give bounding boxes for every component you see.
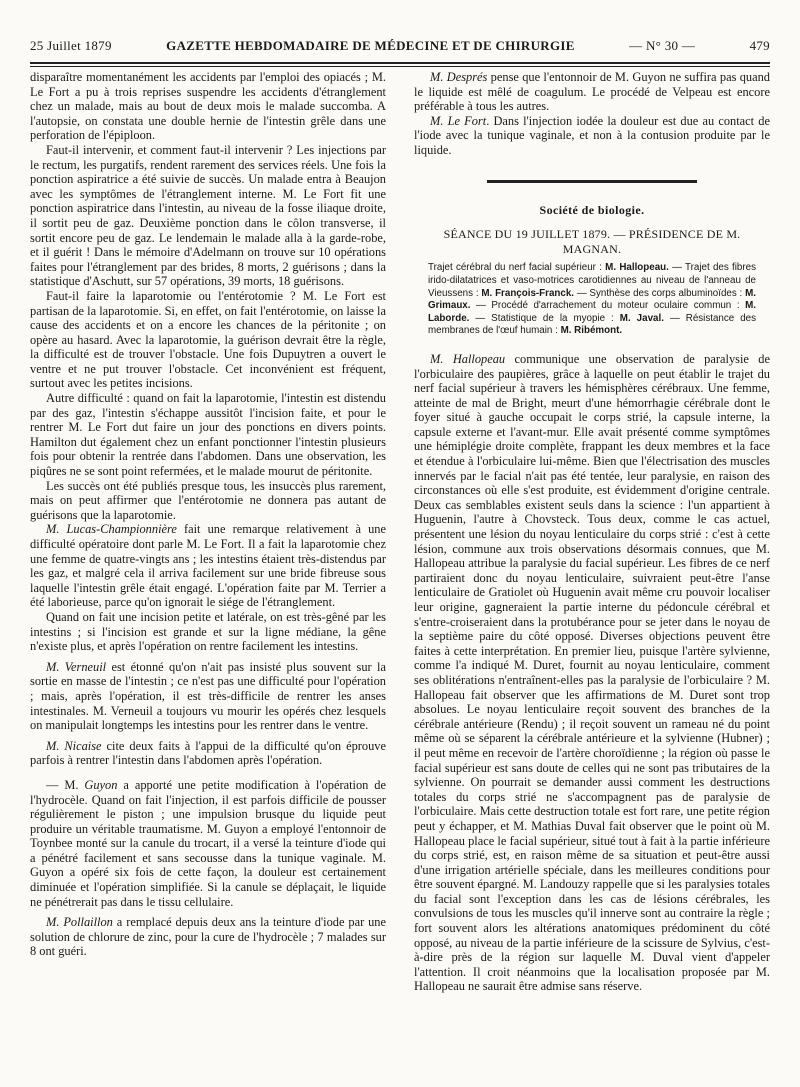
paragraph-text: pense que l'entonnoir de M. Guyon ne suffira pas quand le liquide est mêlé de coagulum. Le procédé de Velpeau est encore préférable à tous les autres. [414, 70, 770, 114]
section-title: Société de biologie. [539, 202, 645, 217]
session-line: SÉANCE DU 19 JUILLET 1879. — PRÉSIDENCE DE M. MAGNAN. [443, 227, 741, 256]
paragraph-text: est étonné qu'on n'ait pas insisté plus souvent sur la sortie en masse de l'intestin ; ce n'est pas une difficulté pour l'opération ; mais, après l'opération, il est très-difficile de rentrer les anses intestinales. M. Verneuil a toujours vu mourir les opérés chez lesquels on manipulait longtemps les intestins pour les rentrer dans le ventre. [30, 659, 386, 733]
summary-topic: — Procédé d'arrachement du moteur oculaire commun : [470, 300, 746, 312]
speaker-name: M. Nicaise [46, 738, 102, 753]
paragraph-text: . Dans l'injection iodée la douleur est due au contact de l'iode avec la tunique vaginale, et non à la contusion produite par le liquide. [414, 113, 770, 157]
right-column [414, 70, 770, 994]
paragraph: Quand on fait une incision petite et latérale, on est très-gêné par les intestins ; si l'incision est grande et sur la ligne médiane, la gêne n'existe plus, et après l'opération on rentre facilement les intestins. [30, 609, 386, 654]
header-rule-thin [30, 66, 770, 67]
speaker-name: M. Hallopeau [430, 351, 506, 366]
paragraph: Les succès ont été publiés presque tous, les insuccès plus rarement, mais on peut affirmer que l'entérotomie ne donnera pas autant de guérisons que la laparotomie. [30, 478, 386, 522]
summary-topic: — Synthèse des corps albuminoïdes : [574, 287, 746, 299]
speaker-name: Guyon [84, 777, 118, 792]
summary-author: M. François-Franck. [481, 287, 575, 299]
paragraph [30, 660, 386, 733]
paragraph [414, 70, 770, 114]
section-divider [487, 180, 697, 183]
paragraph-text: cite deux faits à l'appui de la difficulté qu'on éprouve parfois à rentrer l'intestin dans l'abdomen après l'opération. [30, 738, 386, 768]
paragraph [30, 915, 386, 959]
paragraph-text: communique une observation de paralysie de l'orbiculaire des paupières, grâce à laquelle on peut établir le trajet du nerf facial supérieur à travers les hémisphères cérébraux. Une femme, atteinte de mal de Bright, meurt d'une hémorrhagie cérébrale dont le foyer situé à gauche occupait le corps strié, la capsule interne, la capsule externe et l'avant-mur. Elle avait présenté comme symptômes une hémiplégie droite complète, frappant les deux membres et la face et étendue à l'orbiculaire lui-même. Bien que l'électrisation des muscles innervés par le facial n'ait pas été tentée, leur paralysie, en raison des circonstances où elle s'est produite, est évidemment d'origine centrale. Deux cas semblables existent seuls dans la science : l'un appartient à Huguenin, l'autre à Chovsteck. Tous deux, comme le cas actuel, présentent une lésion du noyau lenticulaire du corps strié : c'est à cette lésion, commune aux trois observations désormais connues, que M. Hallopeau attribue la paralysie du facial supérieur. Les fibres de ce nerf partiraient donc du noyau lenticulaire, suivraient peut-être l'anse lenticulaire de Gratiolet où Huguenin avait même cru pouvoir localiser leur origine, gagneraient la partie interne du pédoncule cérébral et s'entre-croiseraient dans la protubérance pour se jeter dans le noyau de la septième paire du côté opposé. Diverses objections peuvent être faites à cette interprétation. En premier lieu, puisque l'artère sylvienne, comme l'a indiqué M. Duret, fournit au noyau lenticulaire, comment ses oblitérations n'entraînent-elles pas la paralysie de l'orbiculaire ? M. Hallopeau fait observer que les affirmations de M. Duret sont trop absolues. Le noyau lenticulaire reçoit souvent des branches de la cérébrale antérieure (Rendu) ; il reçoit souvent un rameau né du point même où se séparent la cérébrale antérieure et la sylvienne (Hubner) ; il peut même en recevoir de l'artère choroïdienne ; la région où passe le facial supérieur est sans doute de celles qui ne sont pas tributaires de la sylvienne. On pourrait se demander aussi comment les destructions totales du corps strié ne s'accompagnent pas de paralysie de l'orbiculaire. Mais cette destruction totale est fort rare, une petite région peut y échapper, et M. Mathias Duval fait observer que le point où M. Hallopeau place le facial supérieur, situé tout à fait à la partie inférieure du corps strié, est, en raison même de sa situation et peut-être aussi d'une irrigation artérielle spéciale, dans les meilleures conditions pour être souvent épargné. M. Landouzy rappelle que si les paralysies totales du facial sont l'exception dans les cas de lésions cérébrales, les convulsions de tous les muscles qu'il innerve sont au contraire la règle ; fort souvent alors les altérations anatomiques prédominent du côté opposé, au niveau de la partie inférieure de la scissure de Sylvius, c'est-à-dire près de la région sur laquelle M. Duval vient d'appeler l'attention. Il croit néanmoins que la localisation proposée par M. Hallopeau ne saurait être admise sans réserve. [414, 351, 770, 994]
paragraph [414, 352, 770, 994]
summary-topic: — Statistique de la myopie : [469, 312, 620, 324]
paragraph: disparaître momentanément les accidents par l'emploi des opiacés ; M. Le Fort a pu à trois reprises suspendre les accidents d'étranglement chez un malade, mais au bout de deux mois le malade succomba. A l'autopsie, on constata une double hernie de l'intestin grêle dans une perforation de l'épiploon. [30, 70, 386, 143]
speaker-name: M. Pollaillon [46, 915, 113, 930]
paragraph [414, 114, 770, 158]
paragraph-text: fait une remarque relativement à une difficulté opératoire dont parle M. Le Fort. Il a fait la laparotomie chez une femme de quatre-vingts ans ; les intestins étaient très-distendus par les gaz, et malgré cela il arriva facilement sur une bride fibreuse sous laquelle l'intestin grêle était engagé. L'opération faite par M. Terrier a été laborieuse, parce qu'on ignorait le siége de l'étranglement. [30, 522, 386, 610]
dash-prefix: — M. [46, 777, 85, 792]
paragraph [30, 739, 386, 768]
summary-topic: Trajet cérébral du nerf facial supérieur : [428, 262, 606, 274]
paragraph: Autre difficulté : quand on fait la laparotomie, l'intestin est distendu par des gaz, l'intestin s'échappe aussitôt l'incision faite, et pour le rentrer M. Le Fort dut faire un jour des ponctions en divers points. Hamilton dut également chez un enfant ponctionner l'intestin plusieurs fois pour obtenir la rentrée dans l'abdomen. Dans une observation, les piqûres ne se sont point refermées, et le malade mourut de péritonite. [30, 391, 386, 479]
header-date: 25 Juillet 1879 [30, 38, 112, 53]
paragraph: Faut-il faire la laparotomie ou l'entérotomie ? M. Le Fort est partisan de la laparotomie. Si, en effet, on fait l'entérotomie, on laisse la cause des accidents et on a encore les chances de la péritonite ; on opère au hasard. Avec la laparotomie, la guérison devrait être la règle, la difficulté est de trouver l'obstacle. Une fois Dupuytren a ouvert le ventre et ne put trouver l'obstacle. Cet inconvénient est fréquent, surtout avec les petites incisions. [30, 288, 386, 391]
summary-author: M. Hallopeau. [605, 262, 669, 274]
session-summary [428, 262, 756, 338]
issue-number: — N° 30 — [629, 38, 696, 53]
speaker-name: M. Després [430, 70, 488, 84]
left-column [30, 70, 386, 959]
summary-topic: — Résistance des membranes de l'œuf humain : [428, 312, 757, 337]
page-number: 479 [749, 38, 770, 53]
speaker-name: M. Le Fort [430, 113, 487, 128]
speaker-name: M. Verneuil [46, 659, 107, 674]
running-header [30, 38, 770, 58]
summary-author: M. Laborde. [428, 300, 756, 324]
summary-author: M. Ribémont. [560, 325, 623, 337]
speaker-name: M. Lucas-Championnière [46, 522, 177, 537]
summary-topic: — Trajet des fibres irido-dilatatrices et vaso-motrices carotidiennes au niveau de l'anneau de Vieussens : [428, 262, 756, 299]
journal-title: GAZETTE HEBDOMADAIRE DE MÉDECINE ET DE CHIRURGIE [166, 38, 575, 53]
paragraph: Faut-il intervenir, et comment faut-il intervenir ? Les injections par le rectum, les purgatifs, rendent rarement des services réels. Une fois la ponction aspiratrice a été suivie de succès. Un malade entra à Beaujon avec les symptômes de l'étranglement interne. M. Le Fort fit une ponction aspiratrice dans l'intestin, au niveau de la fosse iliaque droite, il sortit peu de gaz. Deuxième ponction dans le côlon transverse, il sortit encore peu de gaz. Le lendemain le malade alla à la garde-robe, et il guérit ! Dans le mémoire d'Adelmann on trouve sur 10 opérations faites pour l'étranglement par des brides, 8 morts, 2 guérisons ; dans la statistique d'Aschutt, sur 57 opérations, 39 morts, 18 guérisons. [30, 142, 386, 289]
paragraph [30, 778, 386, 909]
paragraph-text: a remplacé depuis deux ans la teinture d'iode par une solution de chlorure de zinc, pour la cure de l'hydrocèle ; 7 malades sur 8 ont guéri. [30, 915, 386, 959]
summary-author: M. Grimaux. [428, 287, 756, 312]
header-rule-thick [30, 62, 770, 64]
paragraph-text: a apporté une petite modification à l'opération de l'hydrocèle. Quand on fait l'injection, il est parfois difficile de pousser régulièrement le piston ; une impulsion brusque du liquide peut produire un véritable traumatisme. M. Guyon a employé l'entonnoir de Toynbee monté sur la canule du trocart, il a versé la teinture d'iode qui a pénétré facilement et sans secousse dans la tunique vaginale. M. Guyon a opéré six fois de cette façon, la douleur est certainement diminuée et l'opération simplifiée. Si la canule se déplaçait, le liquide ne pénétrerait pas dans le tissu cellulaire. [30, 777, 386, 909]
summary-author: M. Javal. [619, 312, 664, 324]
paragraph [30, 522, 386, 610]
